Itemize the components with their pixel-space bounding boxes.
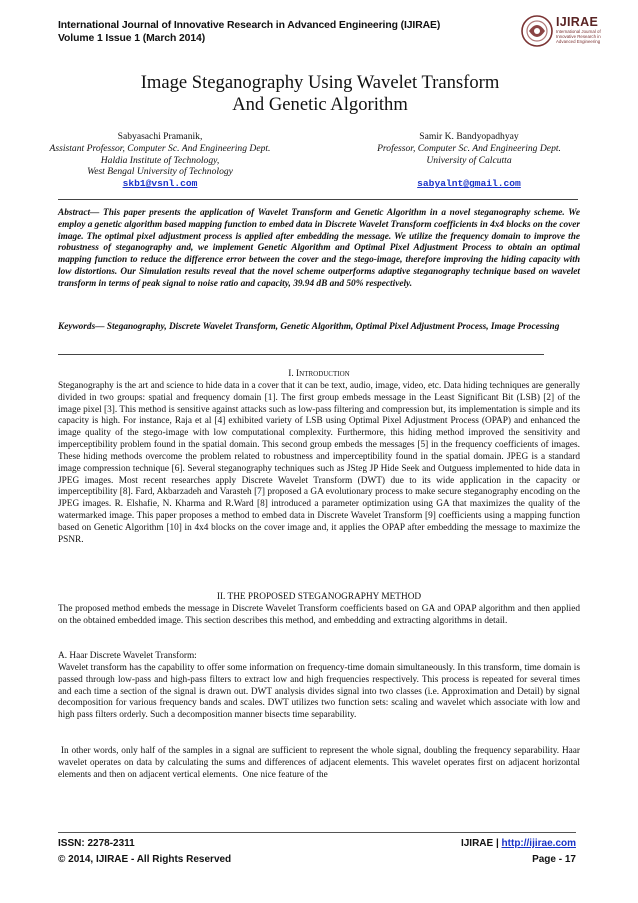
- subsection-heading: A. Haar Discrete Wavelet Transform:: [58, 651, 197, 661]
- footer-journal-label: IJIRAE |: [460, 838, 502, 849]
- subsection-paragraph: Wavelet transform has the capability to offer some information on frequency-time domain simultaneously. In this transform, time domain is passed through low-pass and high-pass filters to extract low and high frequencies respectively. This process is repeated for several times and each time a section of the signal is drawn out. DWT analysis divides signal into two classes (i.e. Approximation and Detail) by signal decomposition for various frequency bands and scales. DWT utilizes two function sets: scaling and wavelet which associate with low and high pass filters orderly. Such a decomposition manner bisects time separability.: [58, 663, 580, 721]
- author-name: Sabyasachi Pramanik,: [117, 131, 203, 142]
- footer-issn: ISSN: 2278-2311: [58, 838, 135, 849]
- keywords: Keywords— Steganography, Discrete Wavelet Transform, Genetic Algorithm, Optimal Pixel Adjustment Process, Image Processing: [58, 322, 560, 332]
- footer-page: [532, 853, 576, 866]
- section-heading: II. THE PROPOSED STEGANOGRAPHY METHOD: [216, 592, 422, 602]
- logo-tagline: International Journal of Innovative Research in Advanced Engineering: [556, 29, 601, 45]
- journal-header: [58, 20, 498, 45]
- divider: [58, 199, 578, 200]
- author-affiliation: Assistant Professor, Computer Sc. And Engineering Dept.: [49, 142, 271, 154]
- author-affiliation: Professor, Computer Sc. And Engineering Dept.: [377, 142, 561, 154]
- section-paragraph: The proposed method embeds the message in Discrete Wavelet Transform coefficients based on GA and OPAP algorithm and then applied on the obtained embedded image. This section describes this method, and embedding and extracting algorithms in detail.: [58, 604, 580, 626]
- journal-logo: [520, 12, 602, 72]
- logo-emblem-icon: [520, 14, 554, 48]
- footer-divider: [58, 832, 576, 833]
- journal-title: International Journal of Innovative Research in Advanced Engineering (IJIRAE): [58, 20, 441, 31]
- author-block-1: [0, 131, 320, 190]
- author-institution: University of Calcutta: [426, 154, 512, 166]
- author-institution: Haldia Institute of Technology,: [100, 154, 220, 166]
- footer-site: [461, 837, 576, 850]
- subsection-paragraph: In other words, only half of the samples in a signal are sufficient to represent the whole signal, doubling the frequency separability. Haar wavelet operates on data by calculating the sums and differences of adjacent elements. This wavelet operates first on adjacent horizontal elements and then on adjacent vertical elements. One nice feature of the: [58, 746, 583, 780]
- author-block-2: [326, 131, 612, 190]
- footer-copyright: © 2014, IJIRAE - All Rights Reserved: [58, 854, 232, 865]
- abstract: Abstract— This paper presents the application of Wavelet Transform and Genetic Algorithm in a novel steganography scheme. We employ a genetic algorithm based mapping function to embed data in Discrete Wavelet Transform coefficients in 4x4 blocks on the cover image. The optimal pixel adjustment process is applied after embedding the message. We utilize the frequency domain to improve the robustness of steganography and, we implement Genetic Algorithm and Optimal Pixel Adjustment Process to obtain an optimal mapping function to reduce the difference error between the cover and the stego-image, therefore improving the hiding capacity with low distortions. Our Simulation results reveal that the novel scheme outperforms adaptive steganography technique based on wavelet transform in terms of peak signal to noise ratio and capacity, 39.94 dB and 50% respectively.: [58, 208, 580, 289]
- footer-page-number: 17: [564, 854, 576, 865]
- journal-volume: Volume 1 Issue 1 (March 2014): [58, 32, 206, 44]
- paper-title-line-1: Image Steganography Using Wavelet Transform: [140, 72, 500, 93]
- author-name: Samir K. Bandyopadhyay: [419, 131, 519, 142]
- paper-title: [60, 72, 580, 116]
- footer-page-label: Page -: [532, 854, 565, 865]
- section-paragraph: Steganography is the art and science to hide data in a cover that it can be text, audio, image, video, etc. Data hiding techniques are generally divided in two groups: spatial and frequency domain [1]. The first group embeds message in the Least Significant Bit (LSB) [2] of the image pixel [3]. This method is sensitive against attacks such as low-pass filtering and compression but, its implementation is simple and its capacity is high. For instance, Raja et al [4] exhibited variety of LSB using Optimal Pixel Adjustment Process (OPAP) and enhanced the image quality of the stego-image with low computational complexity. Furthermore, this hiding method improved the sensitivity and imperceptibility problem found in the spatial domain. This second group embeds the messages [5] in the frequency coefficients of images. These hiding methods overcome the problem related to robustness and imperceptibility found in the spatial domain. JPEG is a standard image compression technique [6]. Several steganography techniques such as JSteg JP Hide Seek and Outguess implemented to hide data in JPEG images. Most recent researches apply Discrete Wavelet Transform (DWT) due to its wide application in the capacity or imperceptibility [8]. Fard, Akbarzadeh and Varasteh [7] proposed a GA evolutionary process to make secure steganography encoding on the JPEG images. R. Elshafie, N. Kharma and R.Ward [8] introduced a parameter optimization using GA that maximizes the quality of the watermarked image. This paper proposes a method to embed data in Discrete Wavelet Transform [9] coefficients using a mapping function based on Genetic Algorithm [10] in 4x4 blocks on the cover image and, it applies the OPAP after embedding the message to maximize the PSNR.: [58, 381, 580, 545]
- author-email-link[interactable]: sabyalnt@gmail.com: [417, 178, 521, 190]
- logo-name: IJIRAE: [556, 15, 599, 29]
- author-email-link[interactable]: skb1@vsnl.com: [122, 178, 198, 190]
- section-heading: I. Introduction: [288, 369, 350, 379]
- footer-url-link[interactable]: http://ijirae.com: [501, 838, 576, 849]
- divider: [58, 354, 544, 355]
- paper-title-line-2: And Genetic Algorithm: [232, 94, 408, 115]
- author-university: West Bengal University of Technology: [87, 166, 233, 178]
- author-university: [326, 166, 612, 178]
